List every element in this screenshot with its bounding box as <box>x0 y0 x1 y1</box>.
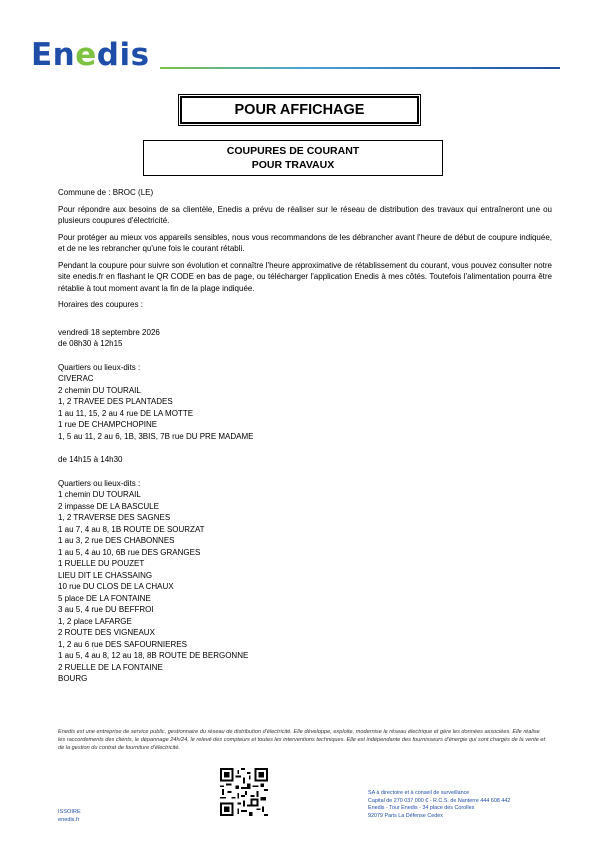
location-item: 1, 2 TRAVERSE DES SAGNES <box>58 513 171 522</box>
slot-2-list <box>58 489 552 685</box>
location-item: 3 au 5, 4 rue DU BEFFROI <box>58 605 154 614</box>
location-item: 2 chemin DU TOURAIL <box>58 385 141 395</box>
commune: Commune de : BROC (LE) <box>58 188 154 197</box>
location-item: 2 ROUTE DES VIGNEAUX <box>58 628 155 637</box>
location-item: 1 au 5, 4 au 8, 12 au 18, 8B ROUTE DE BERGONNE <box>58 651 249 660</box>
notice-body <box>58 187 552 685</box>
location-item: 2 RUELLE DE LA FONTAINE <box>58 662 163 672</box>
subtitle-line-2: POUR TRAVAUX <box>251 159 335 171</box>
paragraph-2: Pour protéger au mieux vos appareils sensibles, nous vous recommandons de les débrancher avant l'heure de début de coupure indiquée, et de ne les rebrancher qu'une fois le courant rétabli. <box>58 232 552 253</box>
qr-code[interactable] <box>220 768 268 816</box>
legal-line: SA à directoire et à conseil de surveillance <box>368 790 470 796</box>
location-item: 1 au 7, 4 au 8, 1B ROUTE DE SOURZAT <box>58 524 205 534</box>
location-item: 1 RUELLE DU POUZET <box>58 559 145 568</box>
title-box: POUR AFFICHAGE <box>180 96 419 124</box>
location-item: LIEU DIT LE CHASSAING <box>58 570 153 580</box>
location-item: 1 au 5, 4 au 10, 6B rue DES GRANGES <box>58 547 201 557</box>
location-item: 1 au 3, 2 rue DES CHABONNES <box>58 536 175 545</box>
location-item: 2 impasse DE LA BASCULE <box>58 501 159 511</box>
legal-line: 92079 Paris La Défense Cedex <box>368 812 443 819</box>
subtitle-box <box>143 140 443 176</box>
slot-1-heading: Quartiers ou lieux-dits : <box>58 362 141 372</box>
location-item: 1, 2 TRAVEE DES PLANTADES <box>58 397 173 406</box>
footer-left <box>58 808 81 824</box>
location-item: 10 rue DU CLOS DE LA CHAUX <box>58 582 174 591</box>
horaires-label: Horaires des coupures : <box>58 300 143 309</box>
slot-1-time: de 08h30 à 12h15 <box>58 339 123 348</box>
legal-line: Enedis - Tour Enedis - 34 place des Corolles <box>368 805 475 811</box>
company-disclaimer: Enedis est une entreprise de service public, gestionnaire du réseau de distribution d'électricité. Elle développe, exploite, modernise le réseau électrique et gère les données associées. Elle réalise les raccordements des clients, le dépannage 24h/24, le relevé des compteurs et toutes les interventions techniques. Elle est indépendante des fournisseurs d'énergie qui sont chargés de la vente et de la gestion du contrat de fourniture d'électricité. <box>58 729 546 751</box>
location-item: 1 rue DE CHAMPCHOPINE <box>58 420 158 429</box>
slot-2-heading: Quartiers ou lieux-dits : <box>58 478 141 488</box>
paragraph-3: Pendant la coupure pour suivre son évolution et connaître l'heure approximative de rétablissement du courant, vous pouvez consulter notre site enedis.fr en flashant le QR CODE en bas de page, ou télécharger l'application Enedis à mes côtés. Toutefois l'alimentation pourra être rétablie à tout moment avant la fin de la plage indiquée. <box>58 260 552 293</box>
slot-2-time: de 14h15 à 14h30 <box>58 455 123 464</box>
website-link[interactable]: enedis.fr <box>58 817 80 823</box>
header-rule <box>160 67 560 69</box>
legal-line: Capital de 270 037 000 € - R.C.S. de Nanterre 444 608 442 <box>368 797 511 804</box>
location-item: 1 au 11, 15, 2 au 4 rue DE LA MOTTE <box>58 408 194 418</box>
location-item: 5 place DE LA FONTAINE <box>58 593 151 603</box>
legal-info <box>368 790 568 820</box>
location-item: BOURG <box>58 674 88 683</box>
slot-1-list <box>58 373 552 442</box>
location-item: 1, 2 au 6 rue DES SAFOURNIERES <box>58 639 187 649</box>
location-item: 1, 5 au 11, 2 au 6, 1B, 3BIS, 7B rue DU PRE MADAME <box>58 431 254 441</box>
paragraph-1: Pour répondre aux besoins de sa clientèle, Enedis a prévu de réaliser sur le réseau de distribution des travaux qui entraîneront une ou plusieurs coupures d'électricité. <box>58 204 552 225</box>
location-item: 1, 2 place LAFARGE <box>58 616 132 626</box>
location-item: 1 chemin DU TOURAIL <box>58 490 141 499</box>
enedis-logo: Enedis <box>31 37 150 73</box>
subtitle-line-1: COUPURES DE COURANT <box>226 145 360 157</box>
location-item: CIVERAC <box>58 374 94 383</box>
date: vendredi 18 septembre 2026 <box>58 327 160 337</box>
agency-code: ISSOIRE <box>58 809 81 815</box>
